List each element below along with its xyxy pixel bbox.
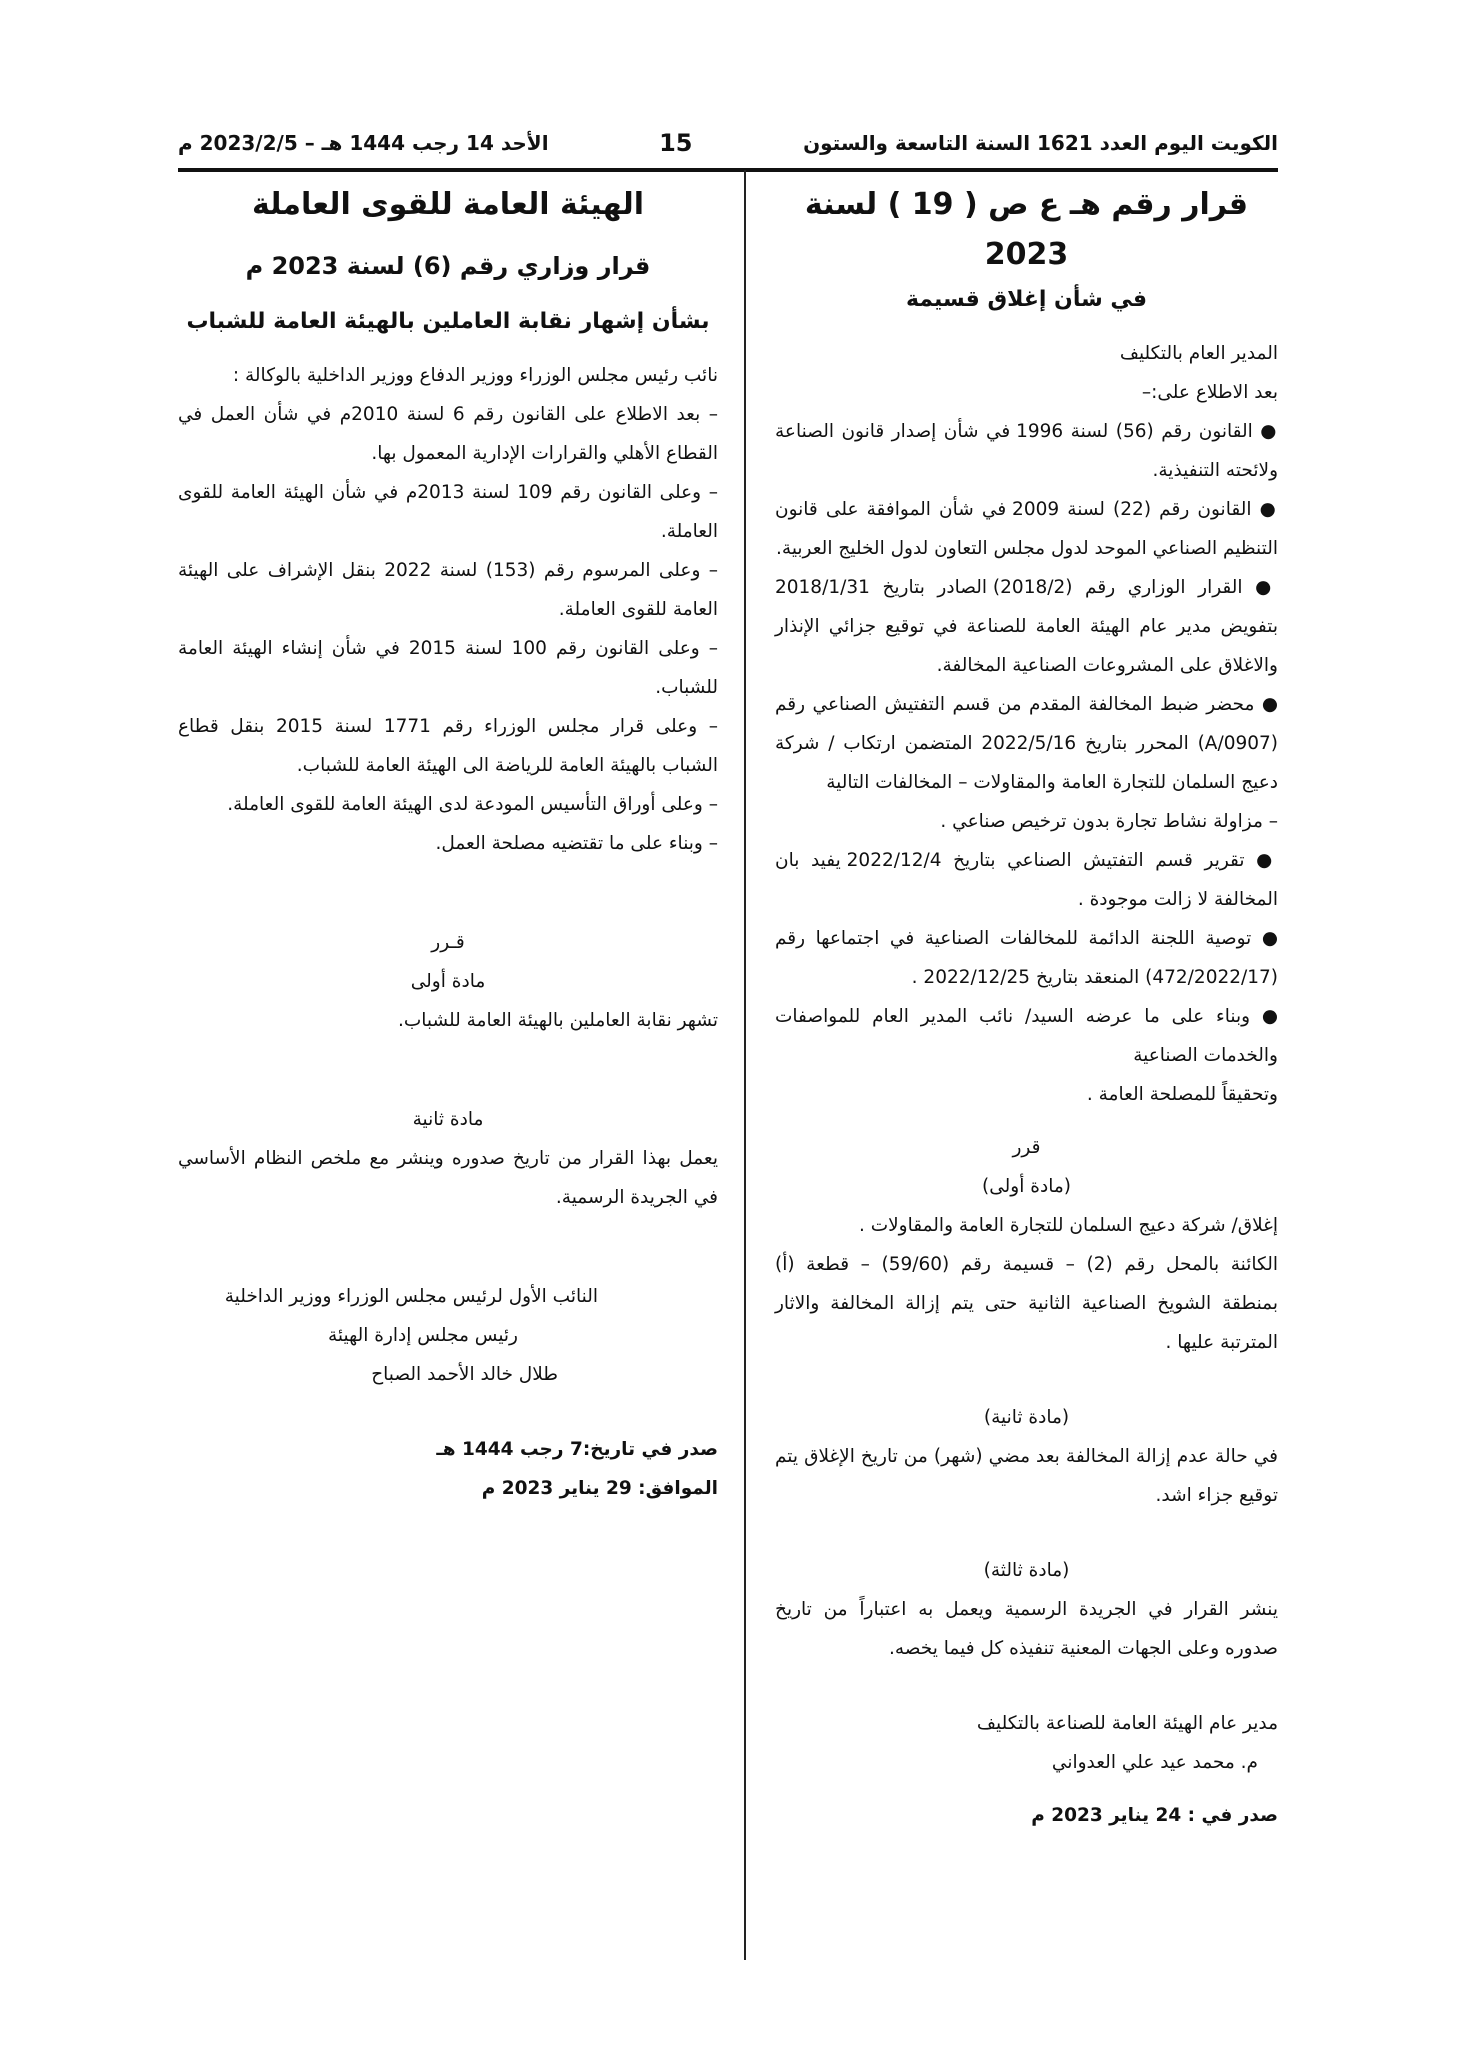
- preamble-item: – وعلى القانون رقم 109 لسنة 2013م في شأن الهيئة العامة للقوى العاملة.: [178, 482, 718, 542]
- authority-title: الهيئة العامة للقوى العاملة: [251, 187, 645, 222]
- preamble-item: ● وبناء على ما عرضه السيد/ نائب المدير العام للمواصفات والخدمات الصناعية: [775, 1006, 1278, 1066]
- article2-title: (مادة ثانية): [983, 1407, 1070, 1428]
- preamble-item: ● محضر ضبط المخالفة المقدم من قسم التفتيش الصناعي رقم (0907/A) المحرر بتاريخ 2022/5/16 المتضمن ارتكاب / شركة دعيج السلمان للتجارة العامة والمقاولات – المخالفات التالية: [775, 694, 1278, 793]
- preamble-item: – وعلى قرار مجلس الوزراء رقم 1771 لسنة 2015 بنقل قطاع الشباب بالهيئة العامة للرياضة الى الهيئة العامة للشباب.: [178, 716, 718, 776]
- issue-date-hijri: صدر في تاريخ:7 رجب 1444 هـ: [436, 1439, 718, 1460]
- preamble-item: ● تقرير قسم التفتيش الصناعي بتاريخ 2022/12/4 يفيد بان المخالفة لا زالت موجودة .: [775, 850, 1279, 910]
- signature-name: م. محمد عيد علي العدواني: [1051, 1752, 1258, 1773]
- column-divider: [744, 170, 746, 1960]
- decree-issuer: نائب رئيس مجلس الوزراء ووزير الدفاع ووزير الداخلية بالوكالة :: [232, 365, 718, 386]
- decree-subtitle: في شأن إغلاق قسيمة: [905, 287, 1148, 312]
- article1-text: إغلاق/ شركة دعيج السلمان للتجارة العامة والمقاولات .: [858, 1215, 1278, 1236]
- article1-title: (مادة أولى): [982, 1176, 1071, 1197]
- article3-text: ينشر القرار في الجريدة الرسمية ويعمل به اعتباراً من تاريخ صدوره وعلى الجهات المعنية تنفيذه كل فيما يخصه.: [775, 1599, 1278, 1659]
- article3-title: (مادة ثالثة): [983, 1560, 1070, 1581]
- issue-date-gregorian: الموافق: 29 يناير 2023 م: [481, 1478, 718, 1499]
- right-column-decree: [775, 180, 1278, 1835]
- decree-after-review: بعد الاطلاع على:–: [1141, 382, 1278, 403]
- page-header: [178, 118, 1278, 168]
- preamble-item: – وعلى المرسوم رقم (153) لسنة 2022 بنقل الإشراف على الهيئة العامة للقوى العاملة.: [178, 560, 718, 620]
- article1-title: مادة أولى: [410, 971, 486, 992]
- article1-text: الكائنة بالمحل رقم (2) – قسيمة رقم (59/60) – قطعة (أ) بمنطقة الشويخ الصناعية الثانية حتى يتم إزالة المخالفة والاثار المترتبة عليها .: [775, 1254, 1278, 1353]
- header-date: الأحد 14 رجب 1444 هـ – 2023/2/5 م: [178, 131, 549, 155]
- preamble-item: ● القرار الوزاري رقم (2018/2) الصادر بتاريخ 2018/1/31 بتفويض مدير عام الهيئة العامة للصناعة في توقيع جزائي الإنذار والاغلاق على المشروعات الصناعية المخالفة.: [775, 577, 1278, 676]
- article2-title: مادة ثانية: [412, 1109, 484, 1130]
- article2-text: في حالة عدم إزالة المخالفة بعد مضي (شهر) من تاريخ الإغلاق يتم توقيع جزاء اشد.: [775, 1446, 1278, 1506]
- preamble-item: – وعلى أوراق التأسيس المودعة لدى الهيئة العامة للقوى العاملة.: [227, 794, 718, 815]
- left-column-decree: [178, 180, 718, 1508]
- preamble-item: – وبناء على ما تقتضيه مصلحة العمل.: [435, 833, 718, 854]
- signature-title: مدير عام الهيئة العامة للصناعة بالتكليف: [976, 1713, 1278, 1734]
- decree-subtitle: بشأن إشهار نقابة العاملين بالهيئة العامة للشباب: [186, 309, 710, 334]
- decided-heading: قـرر: [431, 932, 465, 953]
- preamble-item: وتحقيقاً للمصلحة العامة .: [1086, 1084, 1278, 1105]
- decree-title: قرار وزاري رقم (6) لسنة 2023 م: [245, 252, 651, 280]
- preamble-item: ● القانون رقم (22) لسنة 2009 في شأن الموافقة على قانون التنظيم الصناعي الموحد لدول مجلس التعاون لدول الخليج العربية.: [775, 499, 1278, 559]
- issue-date: صدر في : 24 يناير 2023 م: [1031, 1805, 1278, 1826]
- page-number: 15: [659, 129, 693, 157]
- article1-text: تشهر نقابة العاملين بالهيئة العامة للشباب.: [397, 1010, 718, 1031]
- decree-title: قرار رقم هـ ع ص ( 19 ) لسنة 2023: [804, 187, 1249, 272]
- preamble-item: – وعلى القانون رقم 100 لسنة 2015 في شأن إنشاء الهيئة العامة للشباب.: [178, 638, 718, 698]
- signature-line-1: النائب الأول لرئيس مجلس الوزراء ووزير الداخلية: [224, 1286, 598, 1307]
- header-issue-info: الكويت اليوم العدد 1621 السنة التاسعة والستون: [803, 131, 1278, 155]
- decree-issuer: المدير العام بالتكليف: [1119, 343, 1278, 364]
- preamble-item: ● توصية اللجنة الدائمة للمخالفات الصناعية في اجتماعها رقم (472/2022/17) المنعقد بتاريخ 2022/12/25 .: [775, 928, 1278, 988]
- header-rule: [178, 168, 1278, 172]
- preamble-item: – مزاولة نشاط تجارة بدون ترخيص صناعي .: [940, 811, 1278, 832]
- signature-name: طلال خالد الأحمد الصباح: [371, 1364, 558, 1385]
- signature-line-2: رئيس مجلس إدارة الهيئة: [328, 1325, 518, 1346]
- decided-heading: قرر: [1012, 1137, 1041, 1158]
- article2-text: يعمل بهذا القرار من تاريخ صدوره وينشر مع ملخص النظام الأساسي في الجريدة الرسمية.: [178, 1148, 718, 1208]
- preamble-item: – بعد الاطلاع على القانون رقم 6 لسنة 2010م في شأن العمل في القطاع الأهلي والقرارات الإدارية المعمول بها.: [178, 404, 719, 464]
- preamble-item: ● القانون رقم (56) لسنة 1996 في شأن إصدار قانون الصناعة ولائحته التنفيذية.: [775, 421, 1278, 481]
